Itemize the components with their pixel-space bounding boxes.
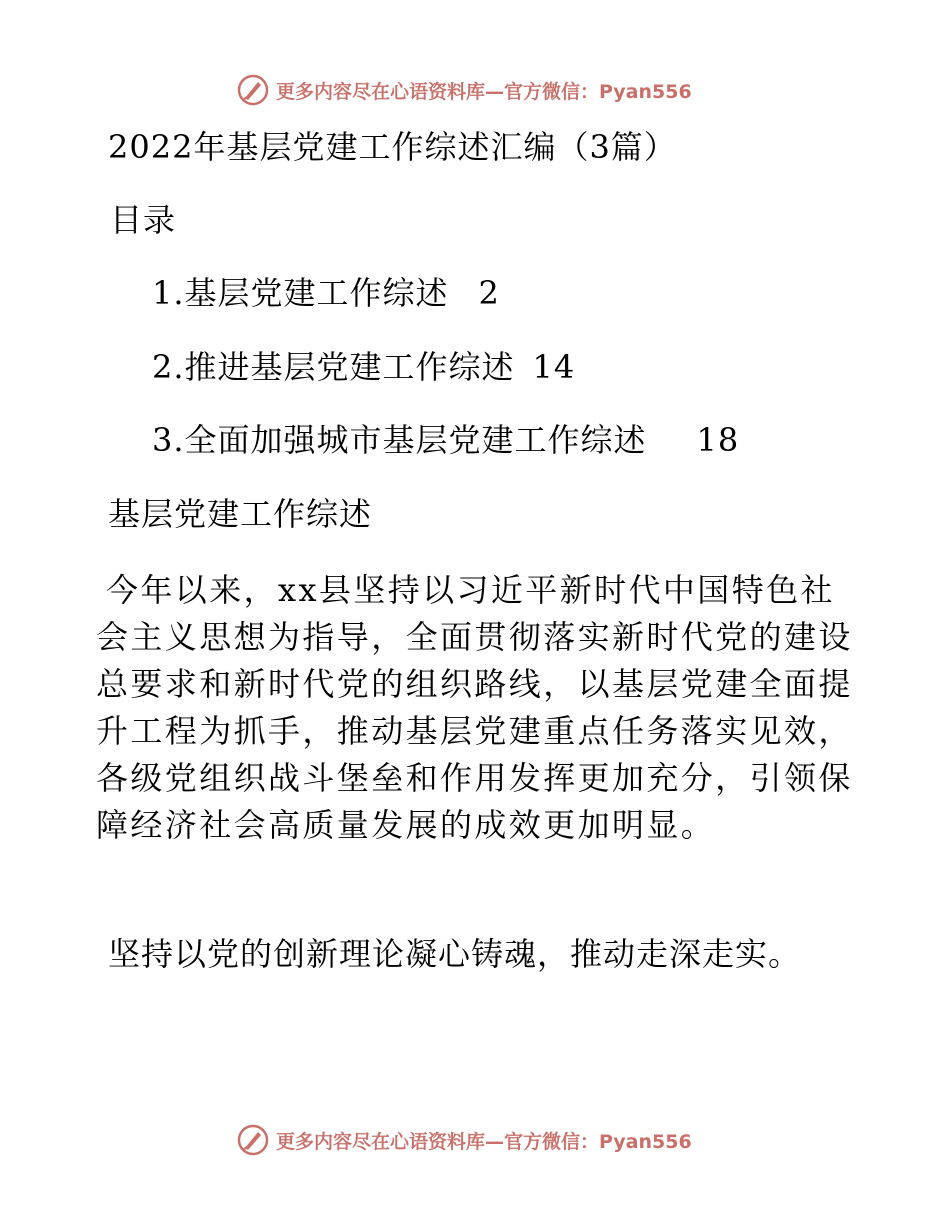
section-heading: 基层党建工作综述 xyxy=(108,495,373,533)
toc-item-label: 全面加强城市基层党建工作综述 xyxy=(184,421,647,459)
toc-item-page: 2 xyxy=(478,274,500,312)
watermark-text: 更多内容尽在心语资料库—官方微信：Pyan556 xyxy=(276,80,692,103)
toc-item[interactable] xyxy=(152,420,739,460)
quill-pen-logo-icon xyxy=(236,1123,270,1157)
paragraph-line: 今年以来，xx县坚持以习近平新时代中国特色社 xyxy=(106,571,835,609)
body-paragraph xyxy=(96,567,856,849)
toc-item-number: 1. xyxy=(152,274,185,312)
document-title: 2022年基层党建工作综述汇编（3篇） xyxy=(108,128,677,166)
paragraph-line: 总要求和新时代党的组织路线，以基层党建全面提 xyxy=(96,665,853,703)
quill-pen-logo-icon xyxy=(236,73,270,107)
watermark-text: 更多内容尽在心语资料库—官方微信：Pyan556 xyxy=(276,1130,692,1153)
toc-item-label: 推进基层党建工作综述 xyxy=(184,348,515,386)
paragraph-line: 会主义思想为指导，全面贯彻落实新时代党的建设 xyxy=(96,618,853,656)
toc-item[interactable] xyxy=(152,273,500,313)
toc-item[interactable] xyxy=(152,347,575,387)
toc-item-number: 3. xyxy=(152,421,185,459)
toc-item-page: 18 xyxy=(696,421,740,459)
paragraph-line: 升工程为抓手，推动基层党建重点任务落实见效， xyxy=(96,712,853,750)
toc-item-label: 基层党建工作综述 xyxy=(184,274,449,312)
toc-item-page: 14 xyxy=(532,348,576,386)
paragraph-line: 各级党组织战斗堡垒和作用发挥更加充分，引领保 xyxy=(96,759,853,797)
paragraph-line: 障经济社会高质量发展的成效更加明显。 xyxy=(96,806,716,844)
toc-item-number: 2. xyxy=(152,348,185,386)
watermark-header xyxy=(236,72,692,108)
body-paragraph-2: 坚持以党的创新理论凝心铸魂，推动走深走实。 xyxy=(108,935,802,973)
watermark-footer xyxy=(236,1122,692,1158)
toc-heading: 目录 xyxy=(110,201,177,239)
